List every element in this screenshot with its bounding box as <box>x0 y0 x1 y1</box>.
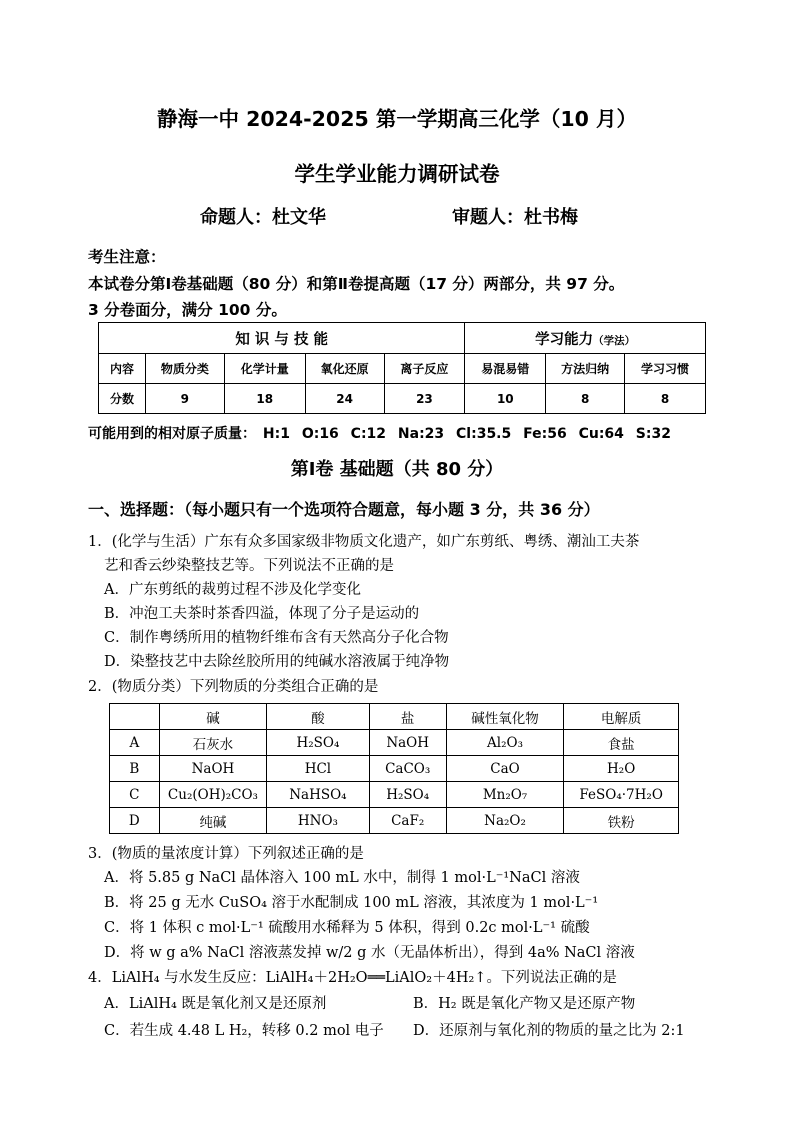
q1-option-b: B．冲泡工夫茶时茶香四溢，体现了分子是运动的 <box>104 606 420 622</box>
q4-stem: 4．LiAlH₄ 与水发生反应：LiAlH₄＋2H₂O══LiAlO₂＋4H₂↑。下列说法正确的是 <box>88 970 617 986</box>
score-table-group-ability <box>465 323 706 354</box>
group-ability-label: 学习能力 <box>535 331 594 348</box>
q4-option-d: D．还原剂与氧化剂的物质的量之比为 2:1 <box>413 1023 685 1039</box>
q2-cell: 食盐 <box>564 730 679 756</box>
reviewer-line: 审题人：杜书梅 <box>452 207 578 228</box>
atomic-mass-item: Cu:64 <box>578 426 624 442</box>
atomic-mass-item: Cl:35.5 <box>456 426 512 442</box>
q2-cell: CaF₂ <box>369 808 446 834</box>
col-header: 方法归纳 <box>546 354 625 384</box>
q2-cell: FeSO₄·7H₂O <box>564 782 679 808</box>
author-line: 命题人：杜文华 <box>200 207 326 228</box>
score-cell: 8 <box>546 384 625 414</box>
row-label-content: 内容 <box>99 354 146 384</box>
q2-classification-table <box>109 703 679 834</box>
q2-cell: CaCO₃ <box>369 756 446 782</box>
notice-line-2: 3 分卷面分，满分 100 分。 <box>88 301 287 319</box>
q2-cell: 石灰水 <box>159 730 267 756</box>
score-table <box>98 322 706 414</box>
exam-subtitle: 学生学业能力调研试卷 <box>294 162 500 186</box>
section1-title: 一、选择题：（每小题只有一个选项符合题意，每小题 3 分，共 36 分） <box>88 500 600 519</box>
q1-option-c: C．制作粤绣所用的植物纤维布含有天然高分子化合物 <box>104 630 449 646</box>
q3-option-a: A．将 5.85 g NaCl 晶体溶入 100 mL 水中，制得 1 mol·L⁻¹NaCl 溶液 <box>104 870 580 886</box>
atomic-mass-item: H:1 <box>262 426 290 442</box>
atomic-masses-label: 可能用到的相对原子质量： <box>88 426 256 442</box>
col-header: 易混易错 <box>465 354 546 384</box>
q2-cell: H₂SO₄ <box>267 730 369 756</box>
q2-cell: A <box>110 730 160 756</box>
q2-cell: NaOH <box>159 756 267 782</box>
score-cell: 9 <box>145 384 224 414</box>
col-header: 学习习惯 <box>625 354 706 384</box>
q2-cell: NaHSO₄ <box>267 782 369 808</box>
atomic-masses <box>88 423 678 443</box>
score-table-group-knowledge: 知 识 与 技 能 <box>99 323 465 354</box>
col-header: 氧化还原 <box>305 354 384 384</box>
q2-cell: Na₂O₂ <box>446 808 564 834</box>
col-header: 物质分类 <box>145 354 224 384</box>
score-cell: 8 <box>625 384 706 414</box>
q2-cell: HNO₃ <box>267 808 369 834</box>
table-row <box>110 756 679 782</box>
q3-option-c: C．将 1 体积 c mol·L⁻¹ 硫酸用水稀释为 5 体积，得到 0.2c mol·L⁻¹ 硫酸 <box>104 920 590 936</box>
atomic-mass-item: Na:23 <box>397 426 445 442</box>
q1-stem-line2: 艺和香云纱染整技艺等。下列说法不正确的是 <box>104 558 394 574</box>
q3-stem: 3．(物质的量浓度计算）下列叙述正确的是 <box>88 846 364 862</box>
table-row <box>110 782 679 808</box>
q2-cell: H₂SO₄ <box>369 782 446 808</box>
notice-heading: 考生注意： <box>88 248 166 266</box>
q2-header-cell: 电解质 <box>564 704 679 730</box>
atomic-mass-item: C:12 <box>350 426 387 442</box>
exam-title: 静海一中 2024-2025 第一学期高三化学（10 月） <box>156 107 638 131</box>
q2-cell: C <box>110 782 160 808</box>
q2-cell: B <box>110 756 160 782</box>
part1-title: 第Ⅰ卷 基础题（共 80 分） <box>290 459 504 480</box>
col-header: 化学计量 <box>224 354 305 384</box>
q2-cell: NaOH <box>369 730 446 756</box>
q4-option-b: B．H₂ 既是氧化产物又是还原产物 <box>413 996 636 1012</box>
q2-header-cell: 碱 <box>159 704 267 730</box>
q2-cell: Mn₂O₇ <box>446 782 564 808</box>
q4-option-a: A．LiAlH₄ 既是氧化剂又是还原剂 <box>104 996 327 1012</box>
q2-header-cell: 碱性氧化物 <box>446 704 564 730</box>
atomic-mass-item: Fe:56 <box>523 426 567 442</box>
q3-option-b: B．将 25 g 无水 CuSO₄ 溶于水配制成 100 mL 溶液，其浓度为 1 mol·L⁻¹ <box>104 895 599 911</box>
score-cell: 23 <box>384 384 465 414</box>
row-label-score: 分数 <box>99 384 146 414</box>
score-cell: 18 <box>224 384 305 414</box>
score-cell: 10 <box>465 384 546 414</box>
q2-cell: 纯碱 <box>159 808 267 834</box>
q2-cell: Cu₂(OH)₂CO₃ <box>159 782 267 808</box>
score-cell: 24 <box>305 384 384 414</box>
q2-header-cell: 盐 <box>369 704 446 730</box>
q3-option-d: D．将 w g a% NaCl 溶液蒸发掉 w/2 g 水（无晶体析出），得到 4a% NaCl 溶液 <box>104 945 635 961</box>
group-ability-sub: （学法） <box>593 334 636 347</box>
q2-cell: 铁粉 <box>564 808 679 834</box>
q2-cell: CaO <box>446 756 564 782</box>
q2-cell: HCl <box>267 756 369 782</box>
atomic-mass-item: S:32 <box>635 426 671 442</box>
q4-option-c: C．若生成 4.48 L H₂，转移 0.2 mol 电子 <box>104 1023 384 1039</box>
q2-header-cell: 酸 <box>267 704 369 730</box>
q1-option-a: A．广东剪纸的裁剪过程不涉及化学变化 <box>104 582 361 598</box>
q2-cell: D <box>110 808 160 834</box>
q2-cell: Al₂O₃ <box>446 730 564 756</box>
q1-stem-line1: 1．(化学与生活）广东有众多国家级非物质文化遗产，如广东剪纸、粤绣、潮汕工夫茶 <box>88 534 640 550</box>
atomic-mass-item: O:16 <box>301 426 339 442</box>
col-header: 离子反应 <box>384 354 465 384</box>
table-row <box>110 730 679 756</box>
q2-stem: 2．(物质分类）下列物质的分类组合正确的是 <box>88 679 379 695</box>
table-row <box>110 808 679 834</box>
notice-line-1: 本试卷分第Ⅰ卷基础题（80 分）和第Ⅱ卷提高题（17 分）两部分，共 97 分。 <box>88 275 625 293</box>
q2-cell: H₂O <box>564 756 679 782</box>
q2-header-cell <box>110 704 160 730</box>
q1-option-d: D．染整技艺中去除丝胶所用的纯碱水溶液属于纯净物 <box>104 654 450 670</box>
